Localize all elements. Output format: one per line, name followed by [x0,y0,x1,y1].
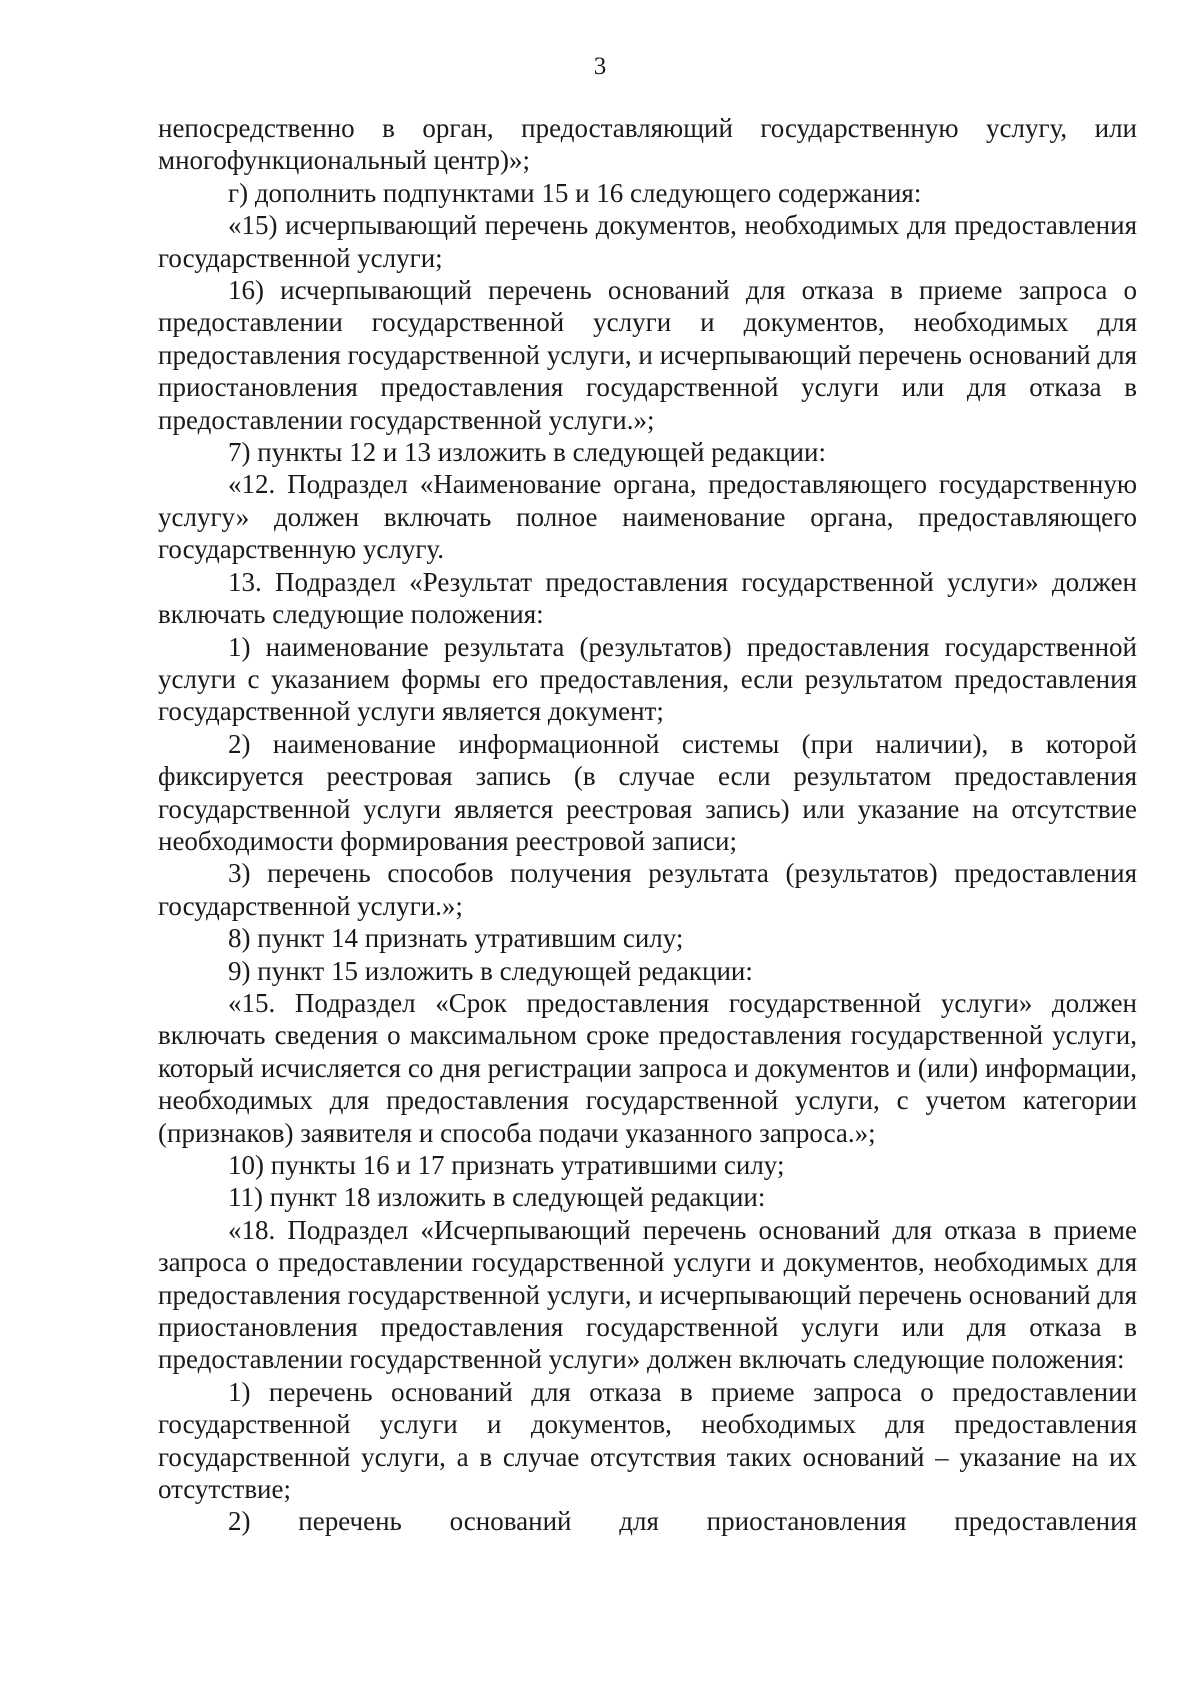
paragraph: 11) пункт 18 изложить в следующей редакции: [228,1182,766,1213]
paragraph: «15. Подраздел «Срок предоставления государственной услуги» должен включать сведения о максимальном сроке предоставления государственной услуги, который исчисляется со дня регистрации запроса и документов и (или) информации, необходимых для предоставления государственной услуги, с учетом категории (признаков) заявителя и способа подачи указанного запроса.»; [158,987,1137,1148]
paragraph: 8) пункт 14 признать утратившим силу; [228,923,684,954]
paragraph: непосредственно в орган, предоставляющий государственную услугу, или многофункциональный центр)»; [158,113,1137,176]
paragraph: «15) исчерпывающий перечень документов, необходимых для предоставления государственной услуги; [158,210,1137,273]
paragraph: 1) наименование результата (результатов) предоставления государственной услуги с указанием формы его предоставления, если результатом предоставления государственной услуги является документ; [158,631,1137,727]
paragraph: 2) перечень оснований для приостановления предоставления [228,1506,1137,1537]
paragraph: 10) пункты 16 и 17 признать утратившими силу; [228,1150,785,1180]
paragraph: г) дополнить подпунктами 15 и 16 следующего содержания: [228,177,922,208]
paragraph: 3) перечень способов получения результата (результатов) предоставления государственной услуги.»; [158,858,1137,921]
paragraph: 9) пункт 15 изложить в следующей редакции: [228,955,753,986]
paragraph: 13. Подраздел «Результат предоставления государственной услуги» должен включать следующие положения: [158,566,1137,630]
document-body [158,112,1137,1538]
paragraph: «12. Подраздел «Наименование органа, предоставляющего государственную услугу» должен включать полное наименование органа, предоставляющего государственную услугу. [158,469,1137,565]
paragraph: 2) наименование информационной системы (при наличии), в которой фиксируется реестровая запись (в случае если результатом предоставления государственной услуги является реестровая запись) или указание на отсутствие необходимости формирования реестровой записи; [158,728,1137,856]
paragraph: 7) пункты 12 и 13 изложить в следующей редакции: [228,437,826,468]
page-number: 3 [593,53,607,80]
paragraph: 1) перечень оснований для отказа в приеме запроса о предоставлении государственной услуги и документов, необходимых для предоставления государственной услуги, а в случае отсутствия таких оснований – указание на их отсутствие; [158,1376,1137,1505]
paragraph: «18. Подраздел «Исчерпывающий перечень оснований для отказа в приеме запроса о предоставлении государственной услуги и документов, необходимых для предоставления государственной услуги, и исчерпывающий перечень оснований для приостановления предоставления государственной услуги или для отказа в предоставлении государственной услуги» должен включать следующие положения: [158,1214,1137,1375]
paragraph: 16) исчерпывающий перечень оснований для отказа в приеме запроса о предоставлении государственной услуги и документов, необходимых для предоставления государственной услуги, и исчерпывающий перечень оснований для приостановления предоставления государственной услуги или для отказа в предоставлении государственной услуги.»; [158,275,1137,435]
